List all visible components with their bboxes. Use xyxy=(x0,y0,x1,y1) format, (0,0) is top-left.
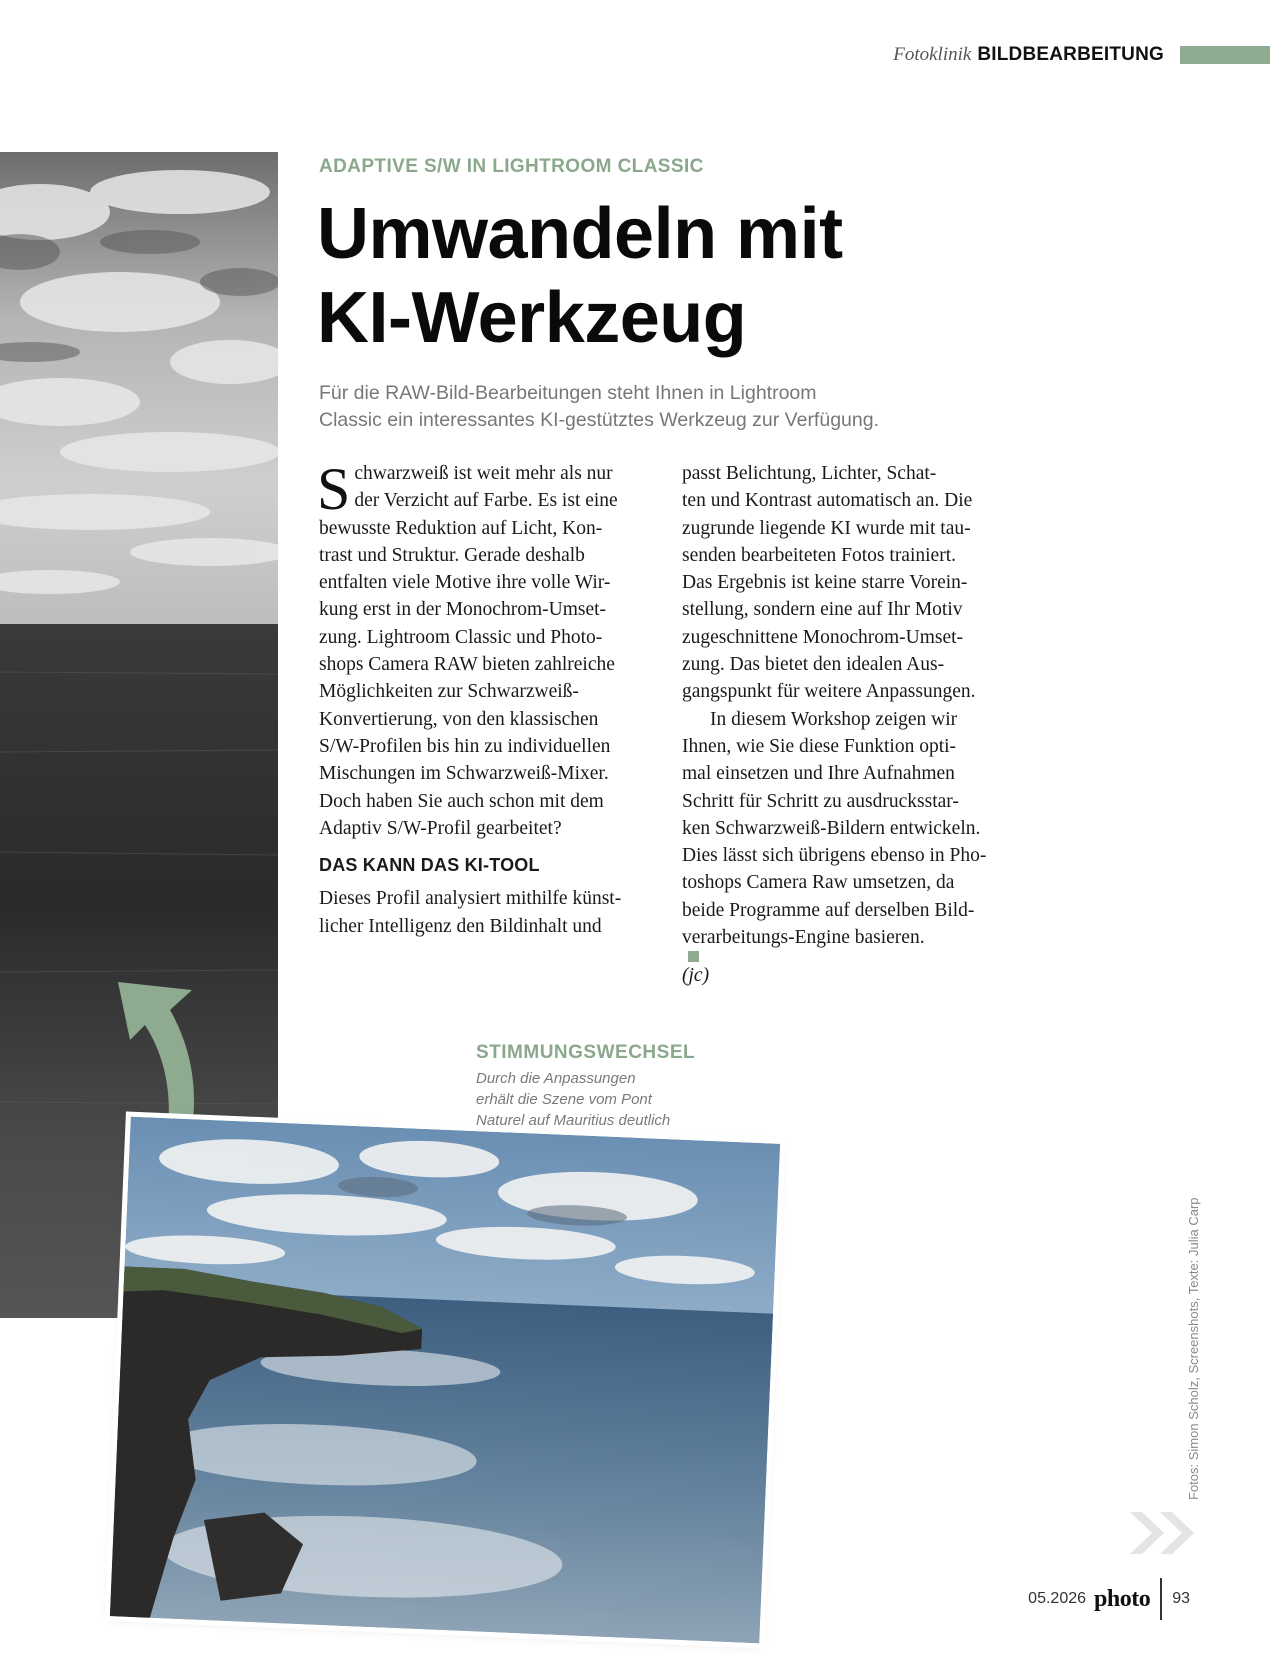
last-line-text: verarbeitungs-Engine basieren. xyxy=(682,927,925,949)
body-line: zugeschnittene Monochrom-Umset- xyxy=(682,626,964,648)
end-mark-square-icon xyxy=(688,951,699,962)
article-title xyxy=(317,192,957,360)
body-line: beide Programme auf derselben Bild- xyxy=(682,899,975,921)
body-line: Schritt für Schritt zu ausdrucksstar- xyxy=(682,790,959,812)
body-line: Möglichkeiten zur Schwarzweiß- xyxy=(319,681,579,703)
body-line: zugrunde liegende KI wurde mit tau- xyxy=(682,517,971,539)
header-accent-bar xyxy=(1180,46,1270,64)
body-line: stellung, sondern eine auf Ihr Motiv xyxy=(682,599,963,621)
body-line: Ihnen, wie Sie diese Funktion opti- xyxy=(682,735,957,757)
body-column-2 xyxy=(682,460,1022,990)
caption-line: Naturel auf Mauritius deutlich xyxy=(476,1112,671,1129)
paragraph xyxy=(682,706,1022,990)
running-header xyxy=(893,42,1270,68)
body-line: toshops Camera Raw umsetzen, da xyxy=(682,872,955,894)
drop-cap: S xyxy=(317,456,351,522)
magazine-logo: photo xyxy=(1094,1585,1151,1612)
photo-credit: Fotos: Simon Scholz, Screenshots, Texte: Julia Carp xyxy=(1186,1197,1201,1500)
issue-date: 05.2026 xyxy=(1028,1590,1087,1607)
header-topic: BILDBEARBEITUNG xyxy=(977,44,1164,65)
article-lead xyxy=(319,380,959,434)
paragraph xyxy=(319,885,655,940)
body-line: licher Intelligenz den Bildinhalt und xyxy=(319,915,602,937)
body-line: zung. Lightroom Classic und Photo- xyxy=(319,626,603,648)
body-column-1 xyxy=(317,456,655,940)
body-line: zung. Das bietet den idealen Aus- xyxy=(682,654,945,676)
body-line-last xyxy=(682,924,1022,990)
footer-divider xyxy=(1160,1578,1162,1620)
body-line: Das Ergebnis ist keine starre Vorein- xyxy=(682,572,968,594)
caption-line: erhält die Szene vom Pont xyxy=(476,1091,652,1108)
page-number: 93 xyxy=(1172,1590,1190,1607)
paragraph xyxy=(682,460,1022,706)
header-section: Fotoklinik xyxy=(893,44,972,65)
body-line: In diesem Workshop zeigen wir xyxy=(710,708,958,730)
double-chevron-right-icon xyxy=(1128,1508,1200,1558)
author-signoff: (jc) xyxy=(682,965,710,987)
body-line: Dieses Profil analysiert mithilfe künst- xyxy=(319,888,622,910)
page-footer xyxy=(1028,1584,1190,1614)
lead-line: Classic ein interessantes KI-gestütztes Werkzeug zur Verfügung. xyxy=(319,409,879,431)
body-line: entfalten viele Motive ihre volle Wir- xyxy=(319,572,611,594)
body-line: Adaptiv S/W-Profil gearbeitet? xyxy=(319,817,562,839)
title-line: Umwandeln mit xyxy=(317,194,843,274)
body-line: trast und Struktur. Gerade deshalb xyxy=(319,544,585,566)
body-line: Konvertierung, von den klassischen xyxy=(319,708,599,730)
article-kicker: ADAPTIVE S/W IN LIGHTROOM CLASSIC xyxy=(319,156,704,177)
body-line: Doch haben Sie auch schon mit dem xyxy=(319,790,604,812)
body-line: der Verzicht auf Farbe. Es ist eine xyxy=(354,490,618,512)
title-line: KI-Werkzeug xyxy=(317,278,747,358)
body-line: passt Belichtung, Lichter, Schat- xyxy=(682,463,937,484)
body-line: chwarzweiß ist weit mehr als nur xyxy=(354,463,613,484)
body-line: ken Schwarzweiß-Bildern entwickeln. xyxy=(682,817,981,839)
body-line: S/W-Profilen bis hin zu individuellen xyxy=(319,735,611,757)
body-line: mal einsetzen und Ihre Aufnahmen xyxy=(682,763,955,785)
intro-paragraph xyxy=(317,456,655,842)
body-line: senden bearbeiteten Fotos trainiert. xyxy=(682,544,956,566)
body-line: shops Camera RAW bieten zahlreiche xyxy=(319,654,615,676)
body-line: bewusste Reduktion auf Licht, Kon- xyxy=(319,517,603,539)
body-line: gangspunkt für weitere Anpassungen. xyxy=(682,681,976,703)
color-photo-coast xyxy=(110,1117,780,1644)
body-line: kung erst in der Monochrom-Umset- xyxy=(319,599,607,621)
body-line: Mischungen im Schwarzweiß-Mixer. xyxy=(319,763,609,785)
body-line: ten und Kontrast automatisch an. Die xyxy=(682,490,973,512)
body-line: Dies lässt sich übrigens ebenso in Pho- xyxy=(682,845,987,867)
section-subhead: DAS KANN DAS KI-TOOL xyxy=(319,855,540,876)
caption-line: Durch die Anpassungen xyxy=(476,1070,636,1087)
lead-line: Für die RAW-Bild-Bearbeitungen steht Ihnen in Lightroom xyxy=(319,382,817,404)
caption-title: STIMMUNGSWECHSEL xyxy=(476,1042,696,1063)
